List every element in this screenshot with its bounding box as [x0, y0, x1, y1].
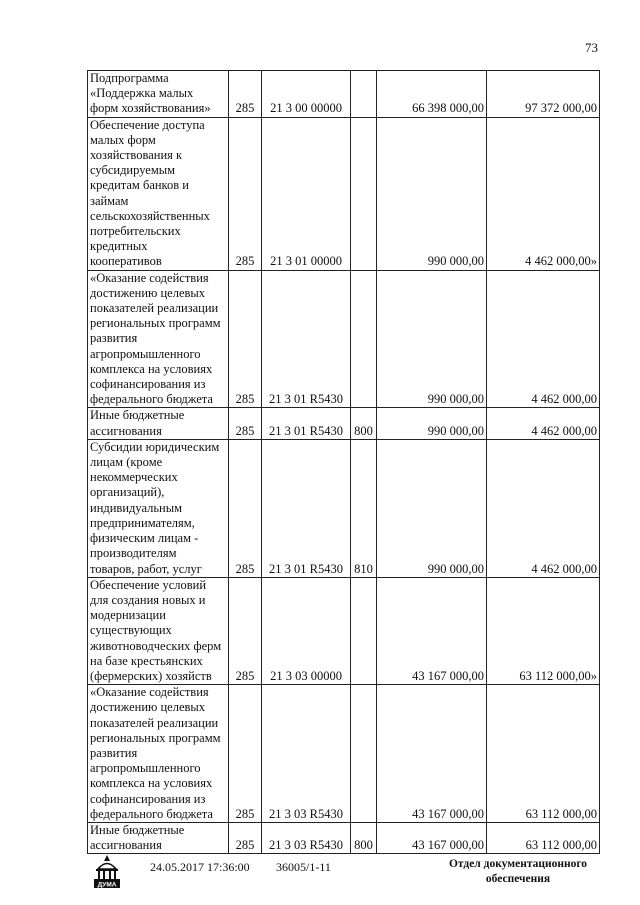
footer-department: Отдел документационного обеспечения: [448, 858, 588, 885]
row-name: Обеспечение условий для создания новых и модернизации существующих животноводческих ферм на базе крестьянских (фермерских) хозяйств: [88, 577, 229, 684]
row-sum-1: 66 398 000,00: [377, 71, 487, 118]
row-vr: 800: [351, 408, 377, 439]
row-vr: [351, 270, 377, 408]
table-row: [88, 685, 600, 823]
row-name: «Оказание содействия достижению целевых показателей реализации региональных программ развития агропромышленного комплекса на условиях софинансирования из федерального бюджета: [88, 270, 229, 408]
row-sum-2: 63 112 000,00»: [487, 577, 600, 684]
row-sum-2: 4 462 000,00»: [487, 117, 600, 270]
budget-table: [87, 70, 600, 854]
row-sum-1: 43 167 000,00: [377, 822, 487, 853]
row-sum-2: 97 372 000,00: [487, 71, 600, 118]
row-vr: [351, 71, 377, 118]
page-number: 73: [585, 40, 598, 55]
row-ved: 285: [229, 408, 262, 439]
row-csr: 21 3 01 R5430: [262, 270, 351, 408]
row-sum-1: 990 000,00: [377, 117, 487, 270]
row-sum-2: 4 462 000,00: [487, 408, 600, 439]
row-ved: 285: [229, 439, 262, 577]
table-row: [88, 577, 600, 684]
duma-logo-icon: [90, 852, 124, 892]
row-name: Иные бюджетные ассигнования: [88, 822, 229, 853]
row-ved: 285: [229, 117, 262, 270]
row-name: «Оказание содействия достижению целевых показателей реализации региональных программ развития агропромышленного комплекса на условиях софинансирования из федерального бюджета: [88, 685, 229, 823]
row-ved: 285: [229, 577, 262, 684]
table-row: [88, 117, 600, 270]
row-csr: 21 3 03 R5430: [262, 822, 351, 853]
row-csr: 21 3 03 R5430: [262, 685, 351, 823]
row-sum-2: 63 112 000,00: [487, 685, 600, 823]
row-vr: [351, 577, 377, 684]
row-sum-1: 43 167 000,00: [377, 685, 487, 823]
row-sum-1: 990 000,00: [377, 439, 487, 577]
row-sum-2: 4 462 000,00: [487, 270, 600, 408]
row-sum-2: 63 112 000,00: [487, 822, 600, 853]
footer-doc-number: 36005/1-11: [276, 860, 331, 874]
row-ved: 285: [229, 685, 262, 823]
row-ved: 285: [229, 270, 262, 408]
row-vr: [351, 117, 377, 270]
row-vr: 800: [351, 822, 377, 853]
table-row: [88, 439, 600, 577]
row-vr: [351, 685, 377, 823]
table-row: [88, 270, 600, 408]
row-csr: 21 3 01 R5430: [262, 439, 351, 577]
row-name: Обеспечение доступа малых форм хозяйствования к субсидируемым кредитам банков и займам сельскохозяйственных потребительских кредитных кооперативов: [88, 117, 229, 270]
footer-date: 24.05.2017 17:36:00: [150, 860, 250, 874]
row-sum-1: 990 000,00: [377, 270, 487, 408]
table-row: [88, 71, 600, 118]
row-csr: 21 3 01 00000: [262, 117, 351, 270]
row-name: Подпрограмма «Поддержка малых форм хозяйствования»: [88, 71, 229, 118]
row-vr: 810: [351, 439, 377, 577]
row-name: Иные бюджетные ассигнования: [88, 408, 229, 439]
row-sum-1: 990 000,00: [377, 408, 487, 439]
table-row: [88, 408, 600, 439]
row-csr: 21 3 00 00000: [262, 71, 351, 118]
row-csr: 21 3 01 R5430: [262, 408, 351, 439]
row-ved: 285: [229, 822, 262, 853]
logo-text: ДУМА: [97, 881, 117, 889]
table-row: [88, 822, 600, 853]
row-sum-2: 4 462 000,00: [487, 439, 600, 577]
row-name: Субсидии юридическим лицам (кроме некоммерческих организаций), индивидуальным предпринимателям, физическим лицам - производителям товаров, работ, услуг: [88, 439, 229, 577]
row-csr: 21 3 03 00000: [262, 577, 351, 684]
row-ved: 285: [229, 71, 262, 118]
row-sum-1: 43 167 000,00: [377, 577, 487, 684]
